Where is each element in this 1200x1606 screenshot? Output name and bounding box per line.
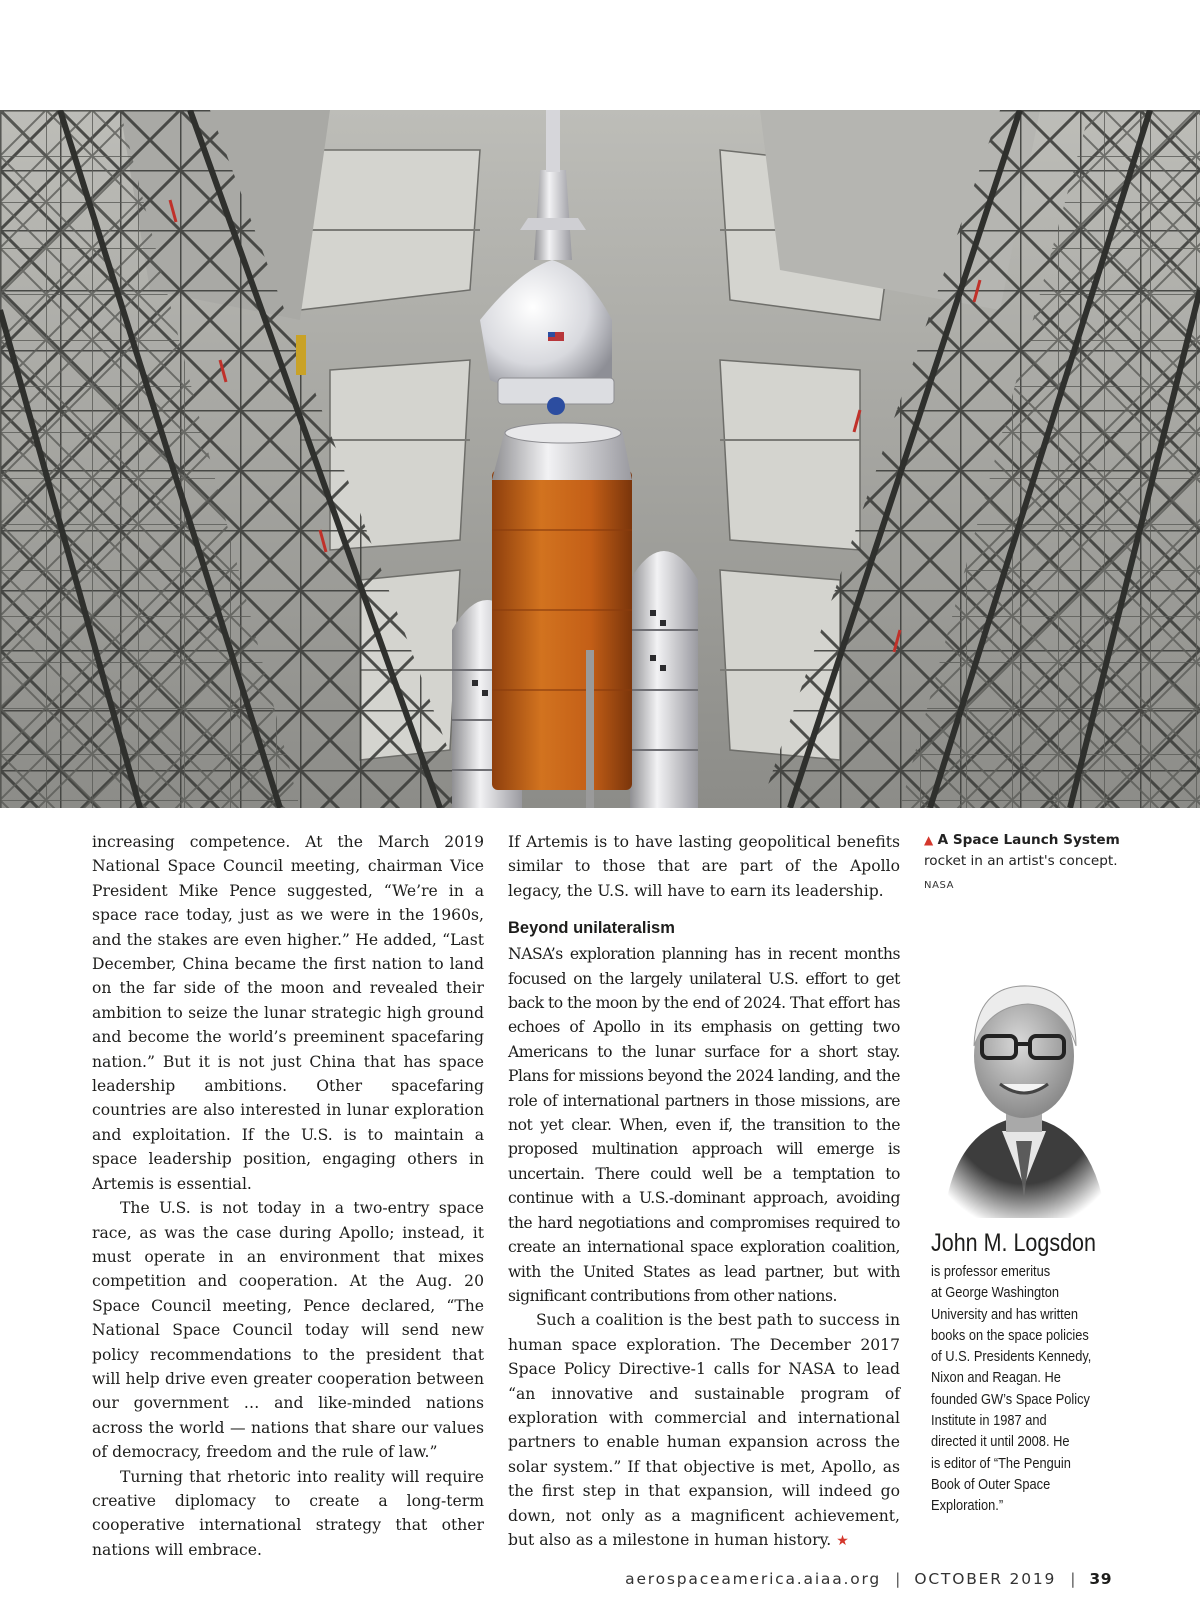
author-bio	[931, 1262, 1111, 1518]
author-bio-line: of U.S. Presidents Kennedy,	[931, 1349, 1092, 1366]
footer-separator: |	[1070, 1570, 1076, 1588]
section-heading: Beyond unilateralism	[508, 919, 675, 938]
end-of-article-star-icon: ★	[836, 1532, 849, 1549]
author-bio-line: is professor emeritus	[931, 1264, 1051, 1280]
footer-issue-date: OCTOBER 2019	[914, 1570, 1057, 1588]
author-bio-line: Nixon and Reagan. He	[931, 1370, 1061, 1387]
author-bio-line: is editor of “The Penguin	[931, 1455, 1071, 1472]
hero-image	[0, 110, 1200, 808]
author-bio-line: Institute in 1987 and	[931, 1413, 1047, 1430]
paragraph: The U.S. is not today in a two-entry space race, as was the case during Apollo; instead, it must operate in an environment that mixes competition and cooperation. At the Aug. 20 Space Council meeting, Pence declared, “The National Space Council today will send new policy recommendations to the president that will help drive even greater cooperation between our government … and like-minded nations across the world — nations that share our values of democracy, freedom and the rule of law.”	[92, 1199, 484, 1462]
page-footer	[625, 1570, 1112, 1588]
footer-site-url[interactable]: aerospaceamerica.aiaa.org	[625, 1570, 882, 1588]
author-name: John M. Logsdon	[931, 1229, 1096, 1257]
photo-credit: NASA	[924, 880, 955, 891]
caption-marker-icon: ▲	[924, 833, 934, 847]
paragraph-text: Such a coalition is the best path to success in human space exploration. The December 2017 Space Policy Directive-1 calls for NASA to lead “an innovative and sustainable program of exploration with commercial and international partners to enable human expansion across the solar system.” If that objective is met, Apollo, as the first step in that expansion, will indeed go down, not only as a magnificent achievement, but also as a milestone in human history.	[508, 1311, 900, 1549]
author-bio-line: books on the space policies	[931, 1327, 1089, 1344]
author-bio-line: University and has written	[931, 1306, 1079, 1323]
image-caption	[924, 830, 1124, 897]
paragraph: Turning that rhetoric into reality will require creative diplomacy to create a long-term cooperative international strategy that other nations will embrace.	[92, 1467, 484, 1559]
paragraph: If Artemis is to have lasting geopolitical benefits similar to those that are part of the Apollo legacy, the U.S. will have to earn its leadership.	[508, 833, 900, 900]
author-bio-line: Exploration.”	[931, 1498, 1004, 1515]
paragraph: increasing competence. At the March 2019 National Space Council meeting, chairman Vice President Mike Pence suggested, “We’re in a space race today, just as we were in the 1960s, and the stakes are even higher.” He added, “Last December, China became the first nation to land on the far side of the moon and revealed their ambition to seize the lunar strategic high ground and become the world’s preeminent spacefaring nation.” But it is not just China that has space leadership ambitions. Other spacefaring countries are also interested in lunar exploration and exploitation. If the U.S. is to maintain a space leadership position, engaging others in Artemis is essential.	[92, 833, 484, 1193]
paragraph	[508, 1308, 900, 1553]
author-bio-line: Book of Outer Space	[931, 1476, 1051, 1493]
article-column-2	[508, 830, 900, 1553]
author-portrait	[924, 956, 1124, 1218]
author-bio-line: at George Washington	[931, 1285, 1060, 1302]
page-number: 39	[1089, 1570, 1112, 1588]
caption-lead: A Space Launch System	[937, 832, 1120, 848]
footer-separator: |	[895, 1570, 901, 1588]
caption-text: rocket in an artist's concept.	[924, 852, 1118, 869]
author-bio-line: founded GW’s Space Policy	[931, 1391, 1090, 1408]
author-bio-line: directed it until 2008. He	[931, 1434, 1070, 1451]
article-column-1	[92, 830, 484, 1562]
paragraph: NASA’s exploration planning has in recent months focused on the largely unilateral U.S. effort to get back to the moon by the end of 2024. That effort has echoes of Apollo in its emphasis on getting two Americans to the lunar surface for a short stay. Plans for missions beyond the 2024 landing, and the role of international partners in those missions, are not yet clear. When, even if, the transition to the proposed multination approach will emerge is uncertain. There could well be a temptation to continue with a U.S.-dominant approach, avoiding the hard negotiations and compromises required to create an international space exploration coalition, with the United States as lead partner, but with significant contributions from other nations.	[508, 945, 900, 1305]
